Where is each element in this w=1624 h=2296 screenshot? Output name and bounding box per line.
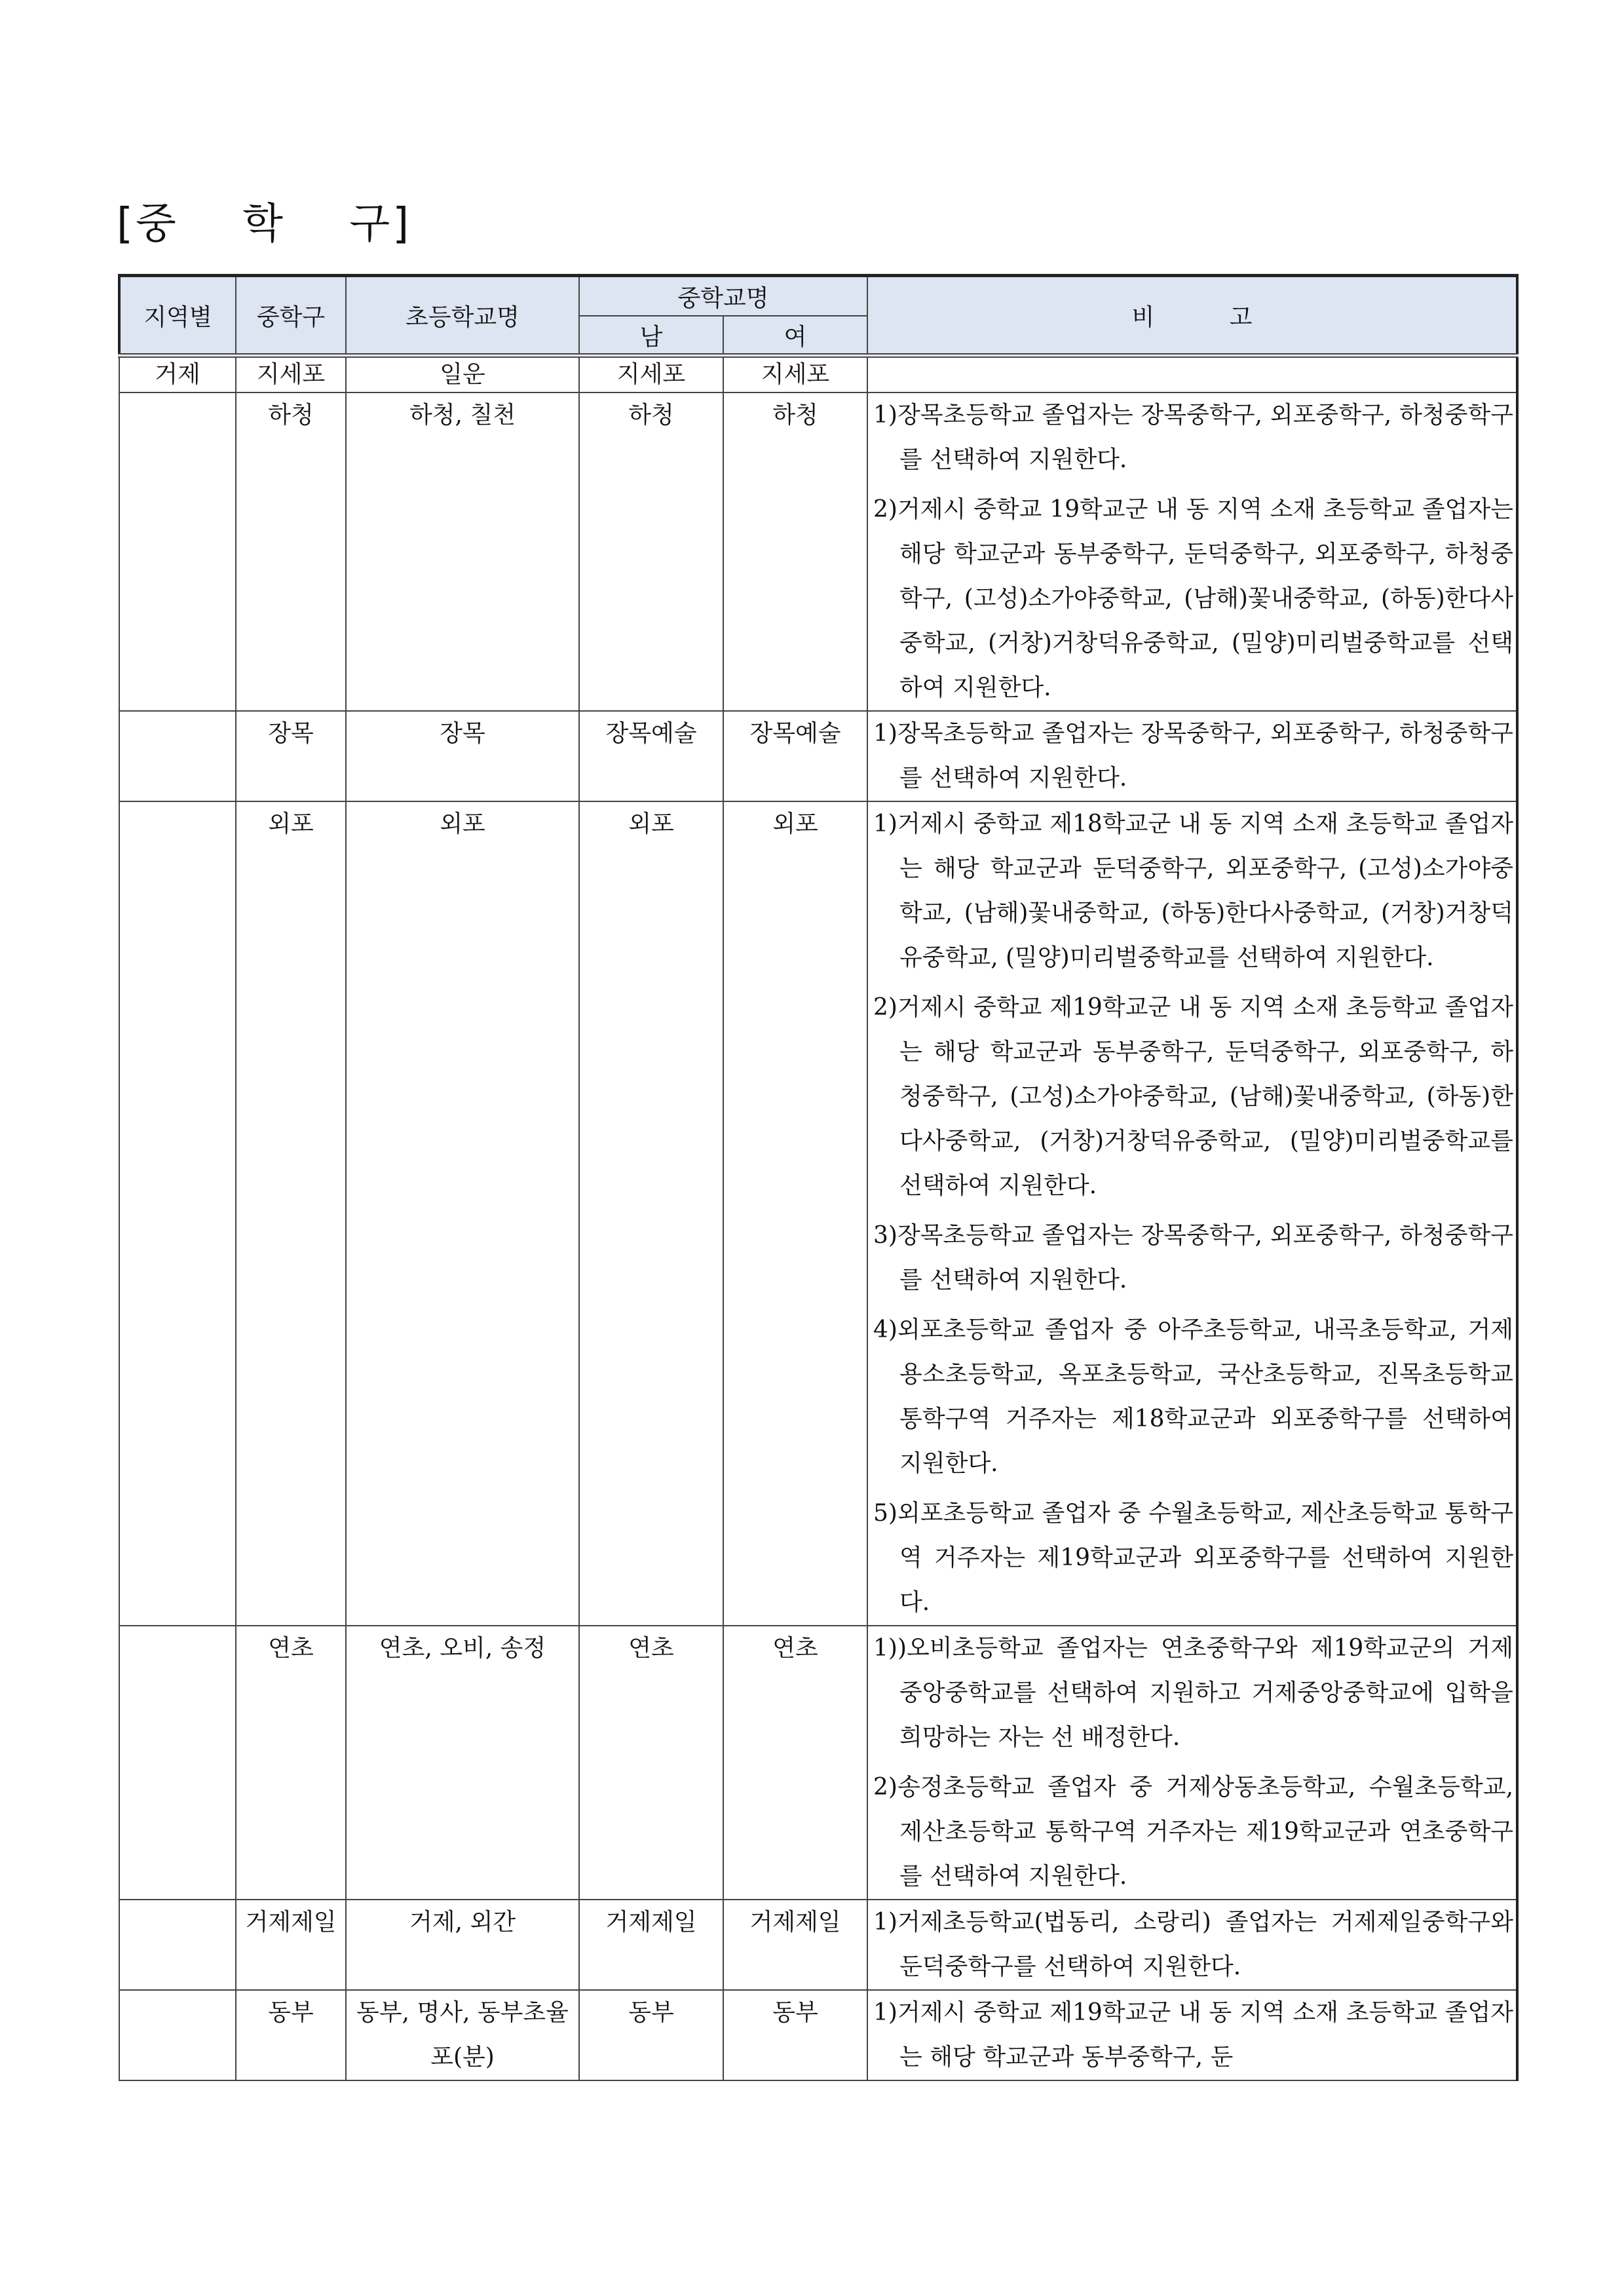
remark-item: 4)외포초등학교 졸업자 중 아주초등학교, 내곡초등학교, 거제용소초등학교, 옥포초등학교, 국산초등학교, 진목초등학교 통학구역 거주자는 제18학교군과 외포중학구를 선택하여 지원한다. <box>873 1316 1514 1477</box>
row-girls: 하청 <box>723 392 867 711</box>
row-girls: 지세포 <box>723 356 867 393</box>
remark-item: 1)장목초등학교 졸업자는 장목중학구, 외포중학구, 하청중학구를 선택하여 지원한다. <box>873 720 1514 792</box>
row-region: 거제 <box>119 356 236 393</box>
row-elementary: 거제, 외간 <box>346 1900 579 1990</box>
header-remarks: 비 고 <box>867 276 1517 356</box>
row-elementary: 외포 <box>346 801 579 1626</box>
row-elementary: 연초, 오비, 송정 <box>346 1626 579 1900</box>
row-region <box>119 1990 236 2080</box>
table-row <box>119 1990 1517 2080</box>
remark-item: 1)거제시 중학교 제18학교군 내 동 지역 소재 초등학교 졸업자는 해당 학교군과 둔덕중학구, 외포중학구, (고성)소가야중학교, (남해)꽃내중학교, (하동)한다사중학교, (거창)거창덕유중학교, (밀양)미리벌중학교를 선택하여 지원한다. <box>873 811 1514 971</box>
row-elementary: 일운 <box>346 356 579 393</box>
row-boys: 장목예술 <box>579 711 723 801</box>
header-boys: 남 <box>579 316 723 356</box>
row-girls: 외포 <box>723 801 867 1626</box>
row-region <box>119 711 236 801</box>
table-row <box>119 711 1517 801</box>
remark-item: 5)외포초등학교 졸업자 중 수월초등학교, 제산초등학교 통학구역 거주자는 제19학교군과 외포중학구를 선택하여 지원한다. <box>873 1500 1514 1616</box>
remark-item: 1)장목초등학교 졸업자는 장목중학구, 외포중학구, 하청중학구를 선택하여 지원한다. <box>873 402 1514 473</box>
table-row <box>119 392 1517 711</box>
header-middle-school: 중학교명 <box>579 276 867 316</box>
remark-item: 1))오비초등학교 졸업자는 연초중학구와 제19학교군의 거제중앙중학교를 선택하여 지원하고 거제중앙중학교에 입학을 희망하는 자는 선 배정한다. <box>873 1635 1514 1751</box>
row-district: 거제제일 <box>236 1900 346 1990</box>
row-boys: 연초 <box>579 1626 723 1900</box>
row-boys: 지세포 <box>579 356 723 393</box>
row-remarks <box>867 392 1517 711</box>
row-remarks <box>867 801 1517 1626</box>
row-boys: 거제제일 <box>579 1900 723 1990</box>
page-title: [중 학 구] <box>117 200 412 248</box>
row-region <box>119 392 236 711</box>
remark-item: 3)장목초등학교 졸업자는 장목중학구, 외포중학구, 하청중학구를 선택하여 지원한다. <box>873 1222 1514 1293</box>
school-district-table <box>118 274 1519 2081</box>
row-remarks <box>867 1626 1517 1900</box>
row-boys: 하청 <box>579 392 723 711</box>
row-region <box>119 1626 236 1900</box>
row-district: 외포 <box>236 801 346 1626</box>
row-remarks <box>867 1900 1517 1990</box>
table-row <box>119 356 1517 393</box>
row-boys: 외포 <box>579 801 723 1626</box>
row-district: 하청 <box>236 392 346 711</box>
row-region <box>119 1900 236 1990</box>
row-region <box>119 801 236 1626</box>
row-girls: 연초 <box>723 1626 867 1900</box>
row-girls: 거제제일 <box>723 1900 867 1990</box>
row-remarks <box>867 356 1517 393</box>
table-row <box>119 1900 1517 1990</box>
row-district: 장목 <box>236 711 346 801</box>
row-remarks <box>867 1990 1517 2080</box>
remark-item: 1)거제초등학교(법동리, 소랑리) 졸업자는 거제제일중학구와 둔덕중학구를 선택하여 지원한다. <box>873 1909 1514 1980</box>
table-row <box>119 1626 1517 1900</box>
header-region: 지역별 <box>119 276 236 356</box>
row-girls: 장목예술 <box>723 711 867 801</box>
row-elementary: 장목 <box>346 711 579 801</box>
header-elementary: 초등학교명 <box>346 276 579 356</box>
row-elementary: 하청, 칠천 <box>346 392 579 711</box>
remark-item: 2)송정초등학교 졸업자 중 거제상동초등학교, 수월초등학교, 제산초등학교 통학구역 거주자는 제19학교군과 연초중학구를 선택하여 지원한다. <box>873 1774 1514 1890</box>
header-district: 중학구 <box>236 276 346 356</box>
row-district: 연초 <box>236 1626 346 1900</box>
row-district: 동부 <box>236 1990 346 2080</box>
row-girls: 동부 <box>723 1990 867 2080</box>
remark-item: 2)거제시 중학교 제19학교군 내 동 지역 소재 초등학교 졸업자는 해당 학교군과 동부중학구, 둔덕중학구, 외포중학구, 하청중학구, (고성)소가야중학교, (남해)꽃내중학교, (하동)한다사중학교, (거창)거창덕유중학교, (밀양)미리벌중학교를 선택하여 지원한다. <box>873 994 1514 1199</box>
row-elementary: 동부, 명사, 동부초율포(분) <box>346 1990 579 2080</box>
row-remarks <box>867 711 1517 801</box>
remark-item: 2)거제시 중학교 19학교군 내 동 지역 소재 초등학교 졸업자는 해당 학교군과 동부중학구, 둔덕중학구, 외포중학구, 하청중학구, (고성)소가야중학교, (남해)꽃내중학교, (하동)한다사중학교, (거창)거창덕유중학교, (밀양)미리벌중학교를 선택하여 지원한다. <box>873 496 1514 701</box>
header-girls: 여 <box>723 316 867 356</box>
row-district: 지세포 <box>236 356 346 393</box>
row-boys: 동부 <box>579 1990 723 2080</box>
remark-item: 1)거제시 중학교 제19학교군 내 동 지역 소재 초등학교 졸업자는 해당 학교군과 동부중학구, 둔 <box>873 1999 1514 2071</box>
table-row <box>119 801 1517 1626</box>
